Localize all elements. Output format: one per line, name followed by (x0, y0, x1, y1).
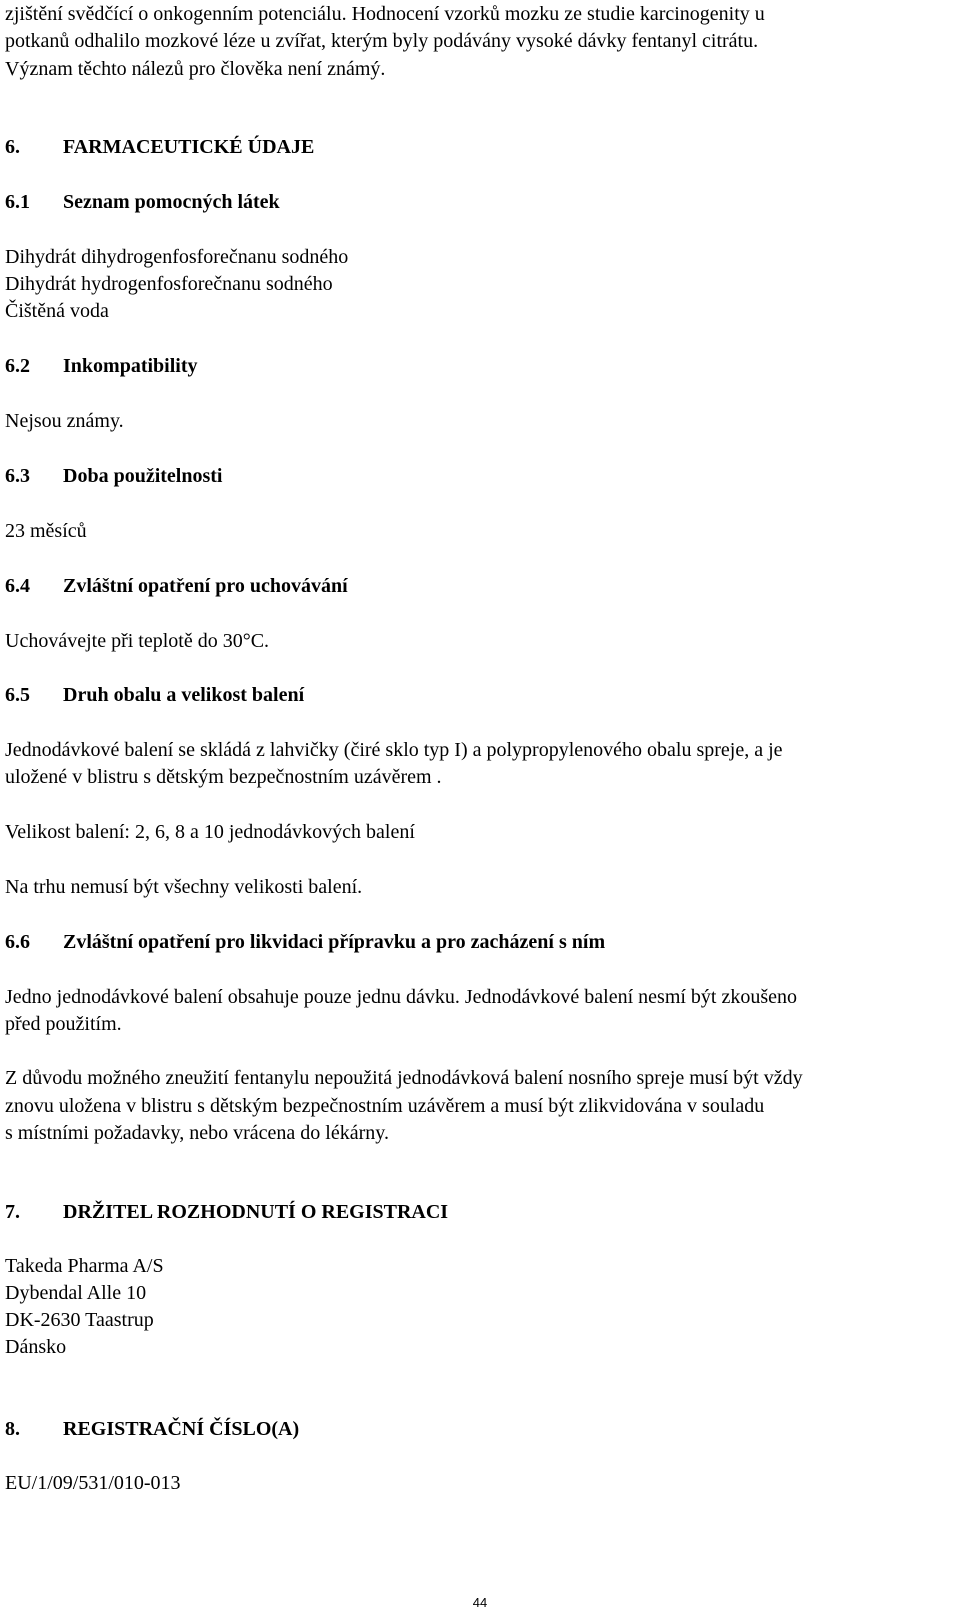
shelf-life-text: 23 měsíců (5, 520, 87, 542)
section-title: Zvláštní opatření pro likvidaci přípravku a pro zacházení s ním (63, 931, 606, 953)
section-number: 6.3 (5, 465, 30, 487)
storage-text: Uchovávejte při teplotě do 30°C. (5, 630, 270, 652)
intro-line-3: Význam těchto nálezů pro člověka není známý. (5, 58, 386, 80)
section-6-2-heading (5, 352, 197, 380)
disposal-paragraph-1-line-2: před použitím. (5, 1013, 122, 1035)
section-6-4-heading (5, 572, 348, 600)
section-number: 7. (5, 1201, 20, 1223)
section-title: Zvláštní opatření pro uchovávání (63, 575, 348, 597)
section-title: FARMACEUTICKÉ ÚDAJE (63, 136, 315, 158)
pack-sizes-text: Velikost balení: 2, 6, 8 a 10 jednodávkových balení (5, 821, 415, 843)
section-title: Druh obalu a velikost balení (63, 684, 305, 706)
section-6-3-heading (5, 462, 222, 490)
excipient-item: Dihydrát dihydrogenfosforečnanu sodného (5, 246, 349, 268)
excipient-item: Dihydrát hydrogenfosforečnanu sodného (5, 273, 333, 295)
incompatibility-text: Nejsou známy. (5, 410, 124, 432)
section-number: 6.4 (5, 575, 30, 597)
pack-sizes-note: Na trhu nemusí být všechny velikosti balení. (5, 876, 363, 898)
disposal-paragraph-2-line-1: Z důvodu možného zneužití fentanylu nepoužitá jednodávková balení nosního spreje musí být vždy (5, 1067, 803, 1089)
disposal-paragraph-2-line-3: s místními požadavky, nebo vrácena do lékárny. (5, 1122, 389, 1144)
holder-name: Takeda Pharma A/S (5, 1255, 164, 1277)
holder-street: Dybendal Alle 10 (5, 1282, 147, 1304)
container-description-line-2: uložené v blistru s dětským bezpečnostním uzávěrem . (5, 766, 442, 788)
holder-country: Dánsko (5, 1336, 67, 1358)
section-number: 6.1 (5, 191, 30, 213)
intro-line-2: potkanů odhalilo mozkové léze u zvířat, kterým byly podávány vysoké dávky fentanyl citrátu. (5, 30, 759, 52)
section-7-heading (5, 1198, 448, 1226)
section-number: 6.5 (5, 684, 30, 706)
section-title: DRŽITEL ROZHODNUTÍ O REGISTRACI (63, 1201, 449, 1223)
intro-line-1: zjištění svědčící o onkogenním potenciálu. Hodnocení vzorků mozku ze studie karcinogenity u (5, 3, 765, 25)
disposal-paragraph-2-line-2: znovu uložena v blistru s dětským bezpečnostním uzávěrem a musí být zlikvidována v souladu (5, 1095, 765, 1117)
section-number: 6.2 (5, 355, 30, 377)
page-number: 44 (472, 1595, 488, 1610)
section-title: Seznam pomocných látek (63, 191, 280, 213)
excipient-item: Čištěná voda (5, 300, 109, 322)
section-6-heading (5, 133, 314, 161)
section-title: REGISTRAČNÍ ČÍSLO(A) (63, 1418, 300, 1440)
section-title: Inkompatibility (63, 355, 198, 377)
section-8-heading (5, 1415, 299, 1443)
container-description-line-1: Jednodávkové balení se skládá z lahvičky (čiré sklo typ I) a polypropylenového obalu spreje, a je (5, 739, 783, 761)
section-number: 8. (5, 1418, 20, 1440)
section-number: 6.6 (5, 931, 30, 953)
registration-number: EU/1/09/531/010-013 (5, 1472, 181, 1494)
section-number: 6. (5, 136, 20, 158)
section-title: Doba použitelnosti (63, 465, 223, 487)
section-6-1-heading (5, 188, 280, 216)
disposal-paragraph-1-line-1: Jedno jednodávkové balení obsahuje pouze jednu dávku. Jednodávkové balení nesmí být zkoušeno (5, 986, 798, 1008)
section-6-6-heading (5, 928, 605, 956)
section-6-5-heading (5, 681, 304, 709)
holder-city: DK-2630 Taastrup (5, 1309, 154, 1331)
